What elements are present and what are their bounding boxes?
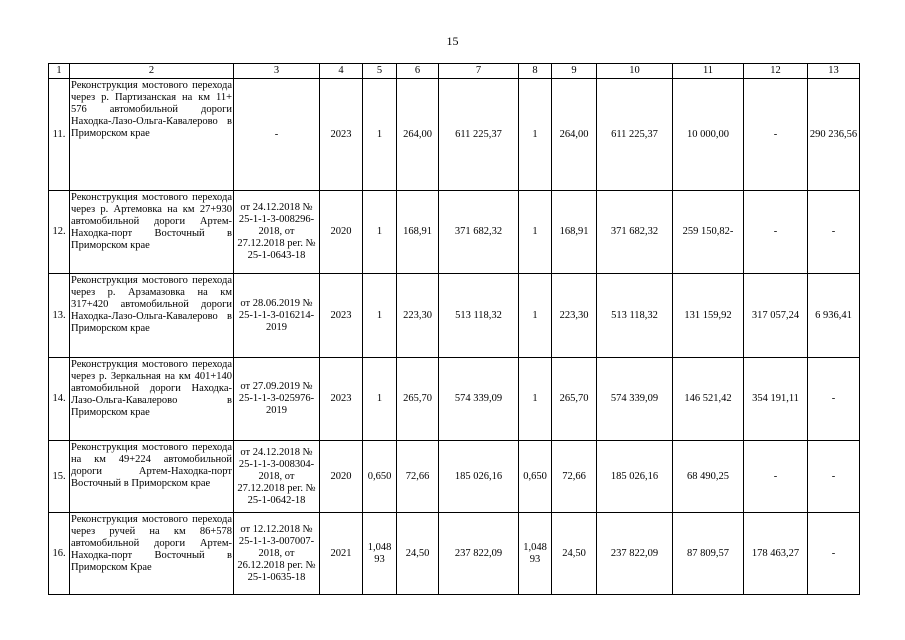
row-number: 13. [49,274,70,358]
value-cell: - [744,441,808,513]
value-cell: 1,048 93 [519,513,552,595]
year-cell: 2023 [320,274,363,358]
table-body [49,64,860,595]
permit-info: от 24.12.2018 № 25-1-1-3-008304-2018, от 27.12.2018 рег. № 25-1-0642-18 [234,441,320,513]
page-number: 15 [446,34,459,48]
table-row [49,513,860,595]
object-name: Реконструкция мостового перехода через р. Арзамазовка на км 317+420 автомобильной дороги Находка-Лазо-Ольга-Кавалерово в Приморском крае [70,274,234,358]
object-name: Реконструкция мостового перехода на км 49+224 автомобильной дороги Артем-Находка-порт Восточный в Приморском крае [70,441,234,513]
permit-info: - [234,79,320,191]
column-header: 9 [552,64,597,79]
value-cell: 223,30 [552,274,597,358]
permit-info: от 27.09.2019 № 25-1-1-3-025976-2019 [234,358,320,441]
permit-info: от 28.06.2019 № 25-1-1-3-016214-2019 [234,274,320,358]
column-header: 1 [49,64,70,79]
value-cell: 1 [519,79,552,191]
column-header: 6 [397,64,439,79]
value-cell: 185 026,16 [439,441,519,513]
value-cell: 264,00 [552,79,597,191]
value-cell: 24,50 [397,513,439,595]
value-cell: - [808,358,860,441]
value-cell: - [744,79,808,191]
row-number: 15. [49,441,70,513]
value-cell: 168,91 [397,191,439,274]
value-cell: - [744,191,808,274]
year-cell: 2023 [320,79,363,191]
permit-info: от 24.12.2018 № 25-1-1-3-008296-2018, от 27.12.2018 рег. № 25-1-0643-18 [234,191,320,274]
object-name: Реконструкция мостового перехода через ручей на км 86+578 автомобильной дороги Артем-Находка-порт Восточный в Приморском Крае [70,513,234,595]
value-cell: 237 822,09 [597,513,673,595]
value-cell: 317 057,24 [744,274,808,358]
table-row [49,358,860,441]
column-number-row [49,64,860,79]
value-cell: 0,650 [363,441,397,513]
value-cell: 237 822,09 [439,513,519,595]
value-cell: 72,66 [397,441,439,513]
value-cell: 265,70 [397,358,439,441]
value-cell: 1 [519,191,552,274]
value-cell: - [808,191,860,274]
value-cell: 178 463,27 [744,513,808,595]
value-cell: 371 682,32 [597,191,673,274]
value-cell: 146 521,42 [673,358,744,441]
row-number: 16. [49,513,70,595]
value-cell: - [808,513,860,595]
value-cell: 1 [363,274,397,358]
permit-info: от 12.12.2018 № 25-1-1-3-007007-2018, от 26.12.2018 рег. № 25-1-0635-18 [234,513,320,595]
value-cell: 513 118,32 [439,274,519,358]
value-cell: 264,00 [397,79,439,191]
value-cell: 68 490,25 [673,441,744,513]
value-cell: 354 191,11 [744,358,808,441]
value-cell: 259 150,82- [673,191,744,274]
value-cell: 72,66 [552,441,597,513]
value-cell: 574 339,09 [597,358,673,441]
value-cell: 131 159,92 [673,274,744,358]
value-cell: 223,30 [397,274,439,358]
value-cell: 1 [363,191,397,274]
value-cell: 6 936,41 [808,274,860,358]
table-row [49,441,860,513]
column-header: 10 [597,64,673,79]
column-header: 12 [744,64,808,79]
value-cell: 0,650 [519,441,552,513]
value-cell: 371 682,32 [439,191,519,274]
value-cell: 1 [519,274,552,358]
value-cell: 611 225,37 [439,79,519,191]
year-cell: 2021 [320,513,363,595]
value-cell: - [808,441,860,513]
value-cell: 168,91 [552,191,597,274]
table-row [49,79,860,191]
row-number: 14. [49,358,70,441]
row-number: 11. [49,79,70,191]
row-number: 12. [49,191,70,274]
column-header: 4 [320,64,363,79]
value-cell: 1 [363,79,397,191]
value-cell: 265,70 [552,358,597,441]
year-cell: 2023 [320,358,363,441]
column-header: 2 [70,64,234,79]
value-cell: 87 809,57 [673,513,744,595]
column-header: 13 [808,64,860,79]
value-cell: 24,50 [552,513,597,595]
value-cell: 185 026,16 [597,441,673,513]
column-header: 11 [673,64,744,79]
table-row [49,274,860,358]
data-table [48,63,860,595]
value-cell: 1 [363,358,397,441]
value-cell: 611 225,37 [597,79,673,191]
value-cell: 1 [519,358,552,441]
column-header: 3 [234,64,320,79]
value-cell: 10 000,00 [673,79,744,191]
object-name: Реконструкция мостового перехода через р. Артемовка на км 27+930 автомобильной дороги Артем-Находка-порт Восточный в Приморском крае [70,191,234,274]
value-cell: 1,048 93 [363,513,397,595]
column-header: 5 [363,64,397,79]
object-name: Реконструкция мостового перехода через р. Зеркальная на км 401+140 автомобильной дороги Находка-Лазо-Ольга-Кавалерово в Приморском крае [70,358,234,441]
value-cell: 513 118,32 [597,274,673,358]
column-header: 8 [519,64,552,79]
value-cell: 574 339,09 [439,358,519,441]
object-name: Реконструкция мостового перехода через р. Партизанская на км 11+ 576 автомобильной дороги Находка-Лазо-Ольга-Кавалерово в Приморском крае [70,79,234,191]
year-cell: 2020 [320,441,363,513]
table-row [49,191,860,274]
value-cell: 290 236,56 [808,79,860,191]
column-header: 7 [439,64,519,79]
year-cell: 2020 [320,191,363,274]
